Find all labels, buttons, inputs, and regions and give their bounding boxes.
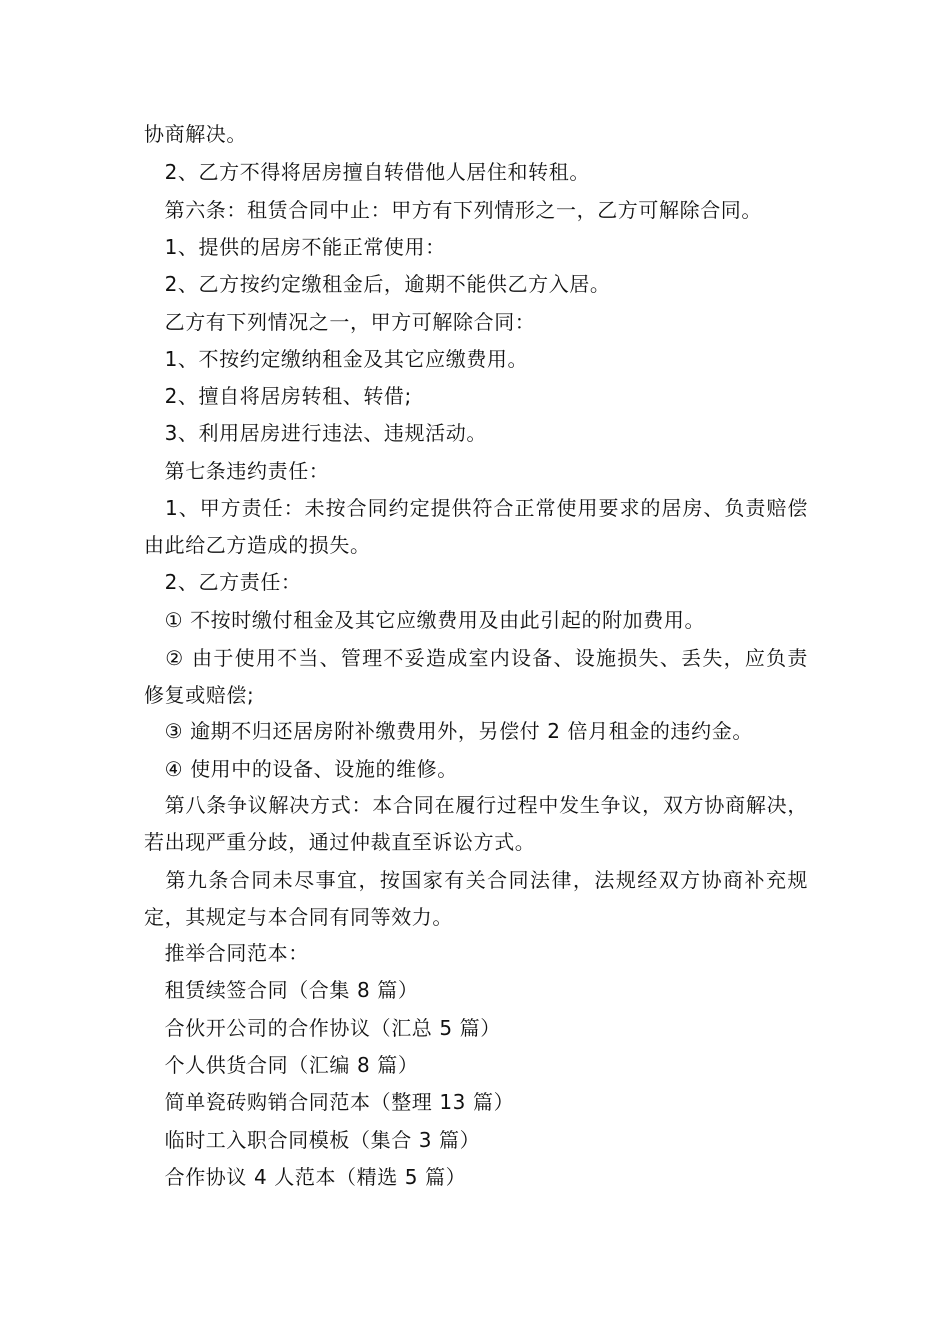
article-heading: 第六条：租赁合同中止：甲方有下列情形之一，乙方可解除合同。	[144, 198, 762, 222]
clause-item: 2、乙方按约定缴租金后，逾期不能供乙方入居。	[144, 272, 611, 296]
article-heading: 第九条合同未尽事宜，按国家有关合同法律，法规经双方协商补充规定，其规定与本合同有同等效力。	[144, 868, 808, 929]
clause-item: 1、不按约定缴纳租金及其它应缴费用。	[144, 347, 529, 371]
sub-clause-item: ③ 逾期不归还居房附补缴费用外，另偿付 2 倍月租金的违约金。	[144, 719, 753, 743]
article-heading: 第七条违约责任：	[144, 459, 330, 483]
recommended-item: 个人供货合同（汇编 8 篇）	[144, 1053, 419, 1077]
recommended-item: 合作协议 4 人范本（精选 5 篇）	[144, 1165, 467, 1189]
recommended-item: 合伙开公司的合作协议（汇总 5 篇）	[144, 1016, 501, 1040]
recommended-item: 简单瓷砖购销合同范本（整理 13 篇）	[144, 1090, 515, 1114]
clause-item: 1、提供的居房不能正常使用：	[144, 235, 446, 259]
sub-clause-item: ④ 使用中的设备、设施的维修。	[144, 757, 458, 781]
paragraph-continuation: 协商解决。	[144, 122, 247, 146]
recommended-heading: 推举合同范本：	[144, 941, 309, 965]
clause-item: 2、乙方不得将居房擅自转借他人居住和转租。	[144, 160, 590, 184]
clause-item: 3、利用居房进行违法、违规活动。	[144, 421, 487, 445]
clause-item: 2、擅自将居房转租、转借;	[144, 384, 412, 408]
sub-clause-item: ② 由于使用不当、管理不妥造成室内设备、设施损失、丢失，应负责修复或赔偿;	[144, 646, 808, 707]
clause-item: 1、甲方责任：未按合同约定提供符合正常使用要求的居房、负责赔偿由此给乙方造成的损失。	[144, 496, 808, 557]
recommended-item: 租赁续签合同（合集 8 篇）	[144, 978, 419, 1002]
article-heading: 第八条争议解决方式：本合同在履行过程中发生争议，双方协商解决，若出现严重分歧，通过仲裁直至诉讼方式。	[144, 793, 808, 854]
clause-item: 2、乙方责任：	[144, 570, 302, 594]
clause-intro: 乙方有下列情况之一，甲方可解除合同：	[144, 310, 536, 334]
sub-clause-item: ① 不按时缴付租金及其它应缴费用及由此引起的附加费用。	[144, 608, 706, 632]
recommended-item: 临时工入职合同模板（集合 3 篇）	[144, 1128, 481, 1152]
